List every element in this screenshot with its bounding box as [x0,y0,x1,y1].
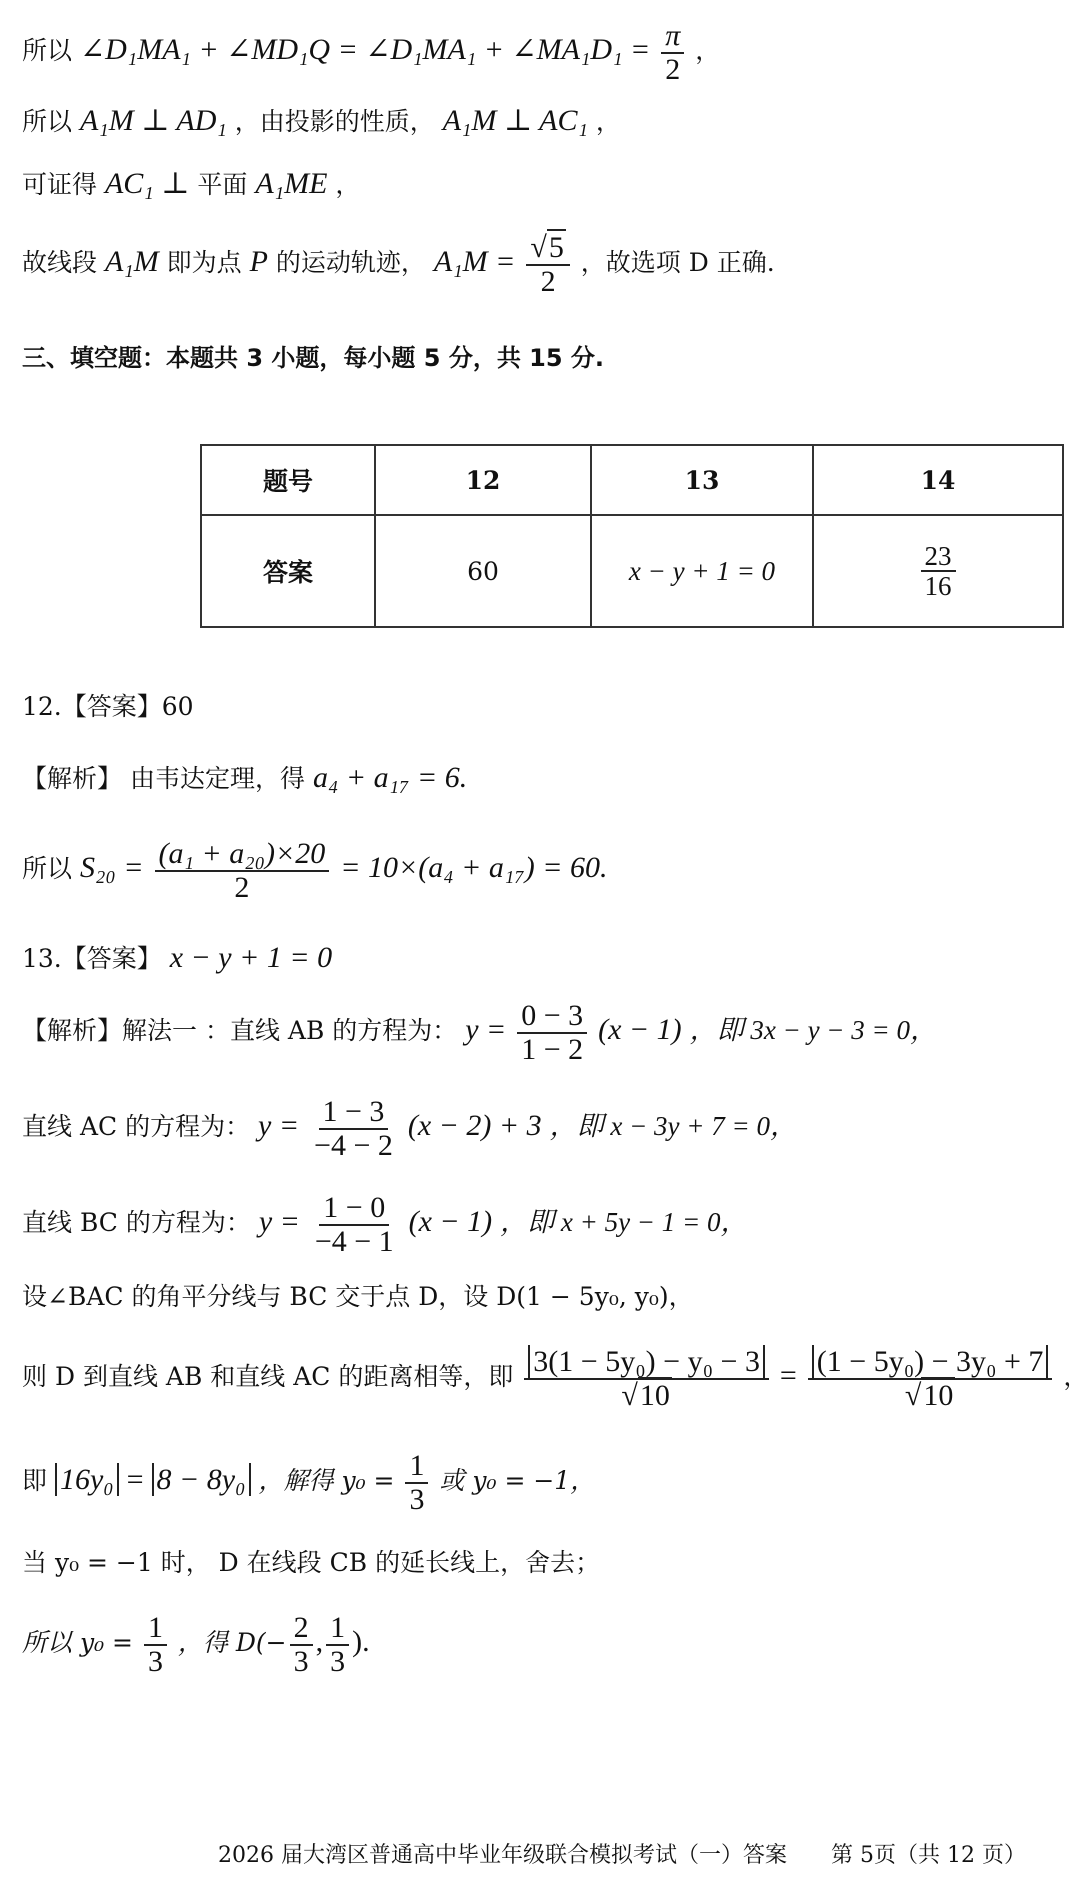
frac-num [808,1346,1053,1380]
q12-analysis [22,760,467,796]
math-var: P [249,245,268,278]
line-perpendicular [22,103,621,139]
text: ，故选项 D 正确. [580,248,775,277]
math-expr: = 10×(a₄ + a₁₇) = 60. [340,851,608,884]
text: 由韦达定理，得 [129,764,305,793]
math-expr: a₄ + a₁₇ = 6. [312,761,468,794]
fraction-one-third [326,1612,349,1677]
page-footer: 2026 届大湾区普通高中毕业年级联合模拟考试（一）答案 第 5页（共 12 页） [218,1843,1026,1868]
answer-13: x − y + 1 = 0 [591,515,813,627]
q13-line-bc [22,1192,748,1257]
text: 即 [22,1466,48,1495]
punct: ). [352,1625,370,1658]
q13-answer [22,940,332,976]
fraction-sqrt5-over-2 [526,232,569,297]
math-expr: A₁M [104,245,159,278]
math-expr: 或 y₀ = −1， [439,1466,596,1495]
line-angle-sum [22,20,720,85]
text: ，由投影的性质， [234,107,435,136]
frac-num: 2 [290,1612,313,1646]
punct: , [315,1625,324,1658]
math-expr: A₁M ⊥ AC₁ [442,104,588,137]
frac-num: 1 − 0 [319,1192,389,1226]
frac-den: 2 [234,870,250,904]
header-cell: 14 [813,445,1063,515]
section-heading: 三、填空题：本题共 3 小题，每小题 5 分，共 15 分. [22,344,605,372]
header-cell: 题号 [201,445,375,515]
frac-num: 1 [405,1450,428,1484]
fraction-sum [155,838,330,903]
table-row [201,515,1063,627]
abs-value: 3(1 − 5y₀) − y₀ − 3 [528,1345,765,1378]
label: 【解析】 [22,764,123,793]
answer-12: 60 [375,515,591,627]
fraction-dist-ac [808,1346,1053,1411]
text: 则 D 到直线 AB 和直线 AC 的距离相等，即 [22,1362,514,1391]
math-expr: AC₁ ⊥ [104,167,190,200]
abs-value: (1 − 5y₀) − 3y₀ + 7 [812,1345,1049,1378]
fraction-dist-ab [524,1346,769,1411]
math-expr: (x − 1) [598,1013,682,1046]
frac-num: 1 [326,1612,349,1646]
math-expr: y = [258,1205,300,1238]
q13-solve [22,1450,595,1515]
math-expr: A₁M = [433,245,516,278]
radicand: 10 [923,1378,954,1412]
line-plane [22,166,360,202]
fraction-bc-slope [311,1192,398,1257]
fraction-pi-over-2 [661,20,684,85]
punct: ， [335,170,361,199]
q13-final [22,1612,370,1677]
q13-reject: 当 y₀ = −1 时， D 在线段 CB 的延长线上，舍去； [22,1548,601,1577]
frac-den [901,1380,959,1412]
header-cell: 13 [591,445,813,515]
q12-sum [22,838,608,903]
text: 直线 BC 的方程为： [22,1208,251,1237]
text: 【解析】解法一 ：直线 AB 的方程为： [22,1016,458,1045]
math-expr: ，解得 y₀ = [258,1466,395,1495]
text: 所以 [22,36,73,65]
text: 所以 [22,107,73,136]
q13-line-ac [22,1096,797,1161]
frac-num: (a₁ + a₂₀)×20 [155,838,330,872]
frac-num [526,232,569,266]
math-expr: ，即 3x − y − 3 = 0， [689,1015,938,1045]
table-header-row [201,445,1063,515]
q13-line-ab [22,1000,937,1065]
equals: = [779,1359,797,1392]
math-expr: A₁ME [255,167,328,200]
math-expr: y = [258,1109,300,1142]
frac-den: 2 [665,52,681,86]
math-expr: 所以 y₀ = [22,1628,133,1657]
abs-value: 8 − 8y₀ [152,1463,251,1496]
text: 即为点 [166,248,242,277]
frac-num: 23 [921,542,956,572]
text: 平面 [197,170,248,199]
math-expr: ∠D₁MA₁ + ∠MD₁Q = ∠D₁MA₁ + ∠MA₁D₁ = [79,33,651,66]
frac-num: 1 [144,1612,167,1646]
fraction-ac-slope [310,1096,397,1161]
math-expr: y = [465,1013,507,1046]
text: 的运动轨迹， [275,248,426,277]
answer-14 [813,515,1063,627]
abs-value: 16y₀ [55,1463,119,1496]
frac-den: 3 [147,1644,163,1678]
frac-num [524,1346,769,1380]
text: 可证得 [22,170,98,199]
frac-den: −4 − 1 [314,1224,394,1258]
frac-den: 3 [330,1644,346,1678]
header-cell: 12 [375,445,591,515]
text: 直线 AC 的方程为： [22,1112,251,1141]
label: 13.【答案】 [22,944,162,973]
sqrt: √10 [904,1378,954,1412]
fraction-two-thirds [290,1612,313,1677]
text: 故线段 [22,248,98,277]
fraction-one-third [144,1612,167,1677]
answer-table [200,444,1064,628]
frac-den: 3 [409,1482,425,1516]
math-expr: A₁M ⊥ AD₁ [79,104,227,137]
punct: ， [1063,1362,1088,1391]
math-expr: ，即 x + 5y − 1 = 0， [500,1207,748,1237]
math-expr: ，得 D(− [177,1628,287,1657]
sqrt: √10 [621,1378,670,1412]
math-expr: (x − 1) [408,1205,493,1238]
math-expr: (x − 2) + 3 [407,1109,542,1142]
text: 所以 [22,854,73,883]
frac-den [617,1380,675,1412]
punct: ， [595,107,621,136]
radicand: 10 [639,1378,670,1412]
frac-den: 3 [293,1644,309,1678]
fraction-23-over-16 [921,542,956,601]
frac-num: 0 − 3 [517,1000,587,1034]
math-expr: x − y + 1 = 0 [169,941,333,974]
math-expr: S₂₀ = [79,851,144,884]
fraction-ab-slope [517,1000,587,1065]
q13-set-d: 设∠BAC 的角平分线与 BC 交于点 D，设 D(1 − 5y₀, y₀)， [22,1282,694,1311]
row-label: 答案 [201,515,375,627]
math-expr: ，即 x − 3y + 7 = 0， [549,1111,797,1141]
frac-den: −4 − 2 [314,1128,393,1162]
frac-den: 1 − 2 [521,1032,584,1066]
punct: ， [695,36,721,65]
frac-den: 16 [924,571,952,601]
frac-num: π [661,20,684,54]
equals: = [126,1463,144,1496]
q13-distance [22,1346,1088,1411]
q12-answer: 12.【答案】60 [22,692,194,721]
line-trajectory [22,232,775,297]
frac-num: 1 − 3 [319,1096,389,1130]
radicand: 5 [548,231,564,264]
fraction-one-third [405,1450,428,1515]
sqrt: √5 [530,231,564,264]
frac-den: 2 [540,264,556,298]
